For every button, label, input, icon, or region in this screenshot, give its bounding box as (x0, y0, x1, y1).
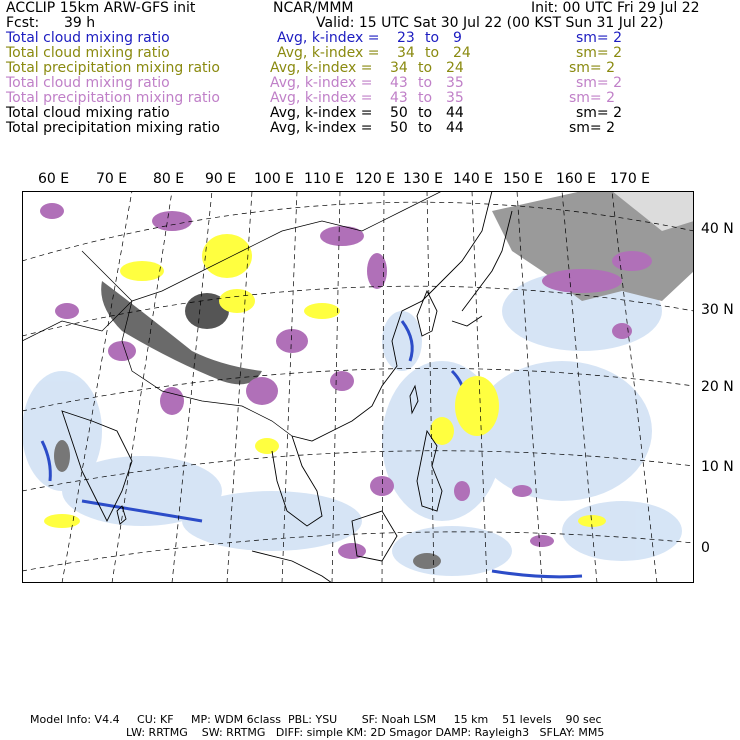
lon-label: 100 E (254, 171, 295, 187)
legend-to-separator: to (418, 60, 433, 76)
legend-k-from: 34 (397, 45, 415, 61)
legend-smoothing: sm= 2 (576, 45, 623, 61)
legend-k-from: 23 (397, 30, 415, 46)
lon-label: 160 E (556, 171, 597, 187)
legend-to-separator: to (418, 90, 433, 106)
legend-smoothing: sm= 2 (569, 120, 616, 136)
lon-label: 70 E (96, 171, 128, 187)
legend-avg-label: Avg, k-index = (270, 120, 373, 136)
lon-label: 150 E (503, 171, 544, 187)
valid-time: Valid: 15 UTC Sat 30 Jul 22 (00 KST Sun 31 Jul 22) (316, 15, 664, 31)
lon-label: 80 E (153, 171, 185, 187)
map-panel (22, 191, 694, 583)
lon-label: 60 E (38, 171, 70, 187)
forecast-label: Fcst: (6, 15, 40, 31)
lat-label: 30 N (701, 302, 734, 318)
legend-k-from: 43 (390, 75, 408, 91)
legend-k-to: 35 (446, 75, 464, 91)
model-info-line2: LW: RRTMG SW: RRTMG DIFF: simple KM: 2D Smagor DAMP: Rayleigh3 SFLAY: MM5 (126, 726, 605, 739)
lat-label: 0 (701, 540, 710, 556)
lat-label: 20 N (701, 379, 734, 395)
organization-label: NCAR/MMM (273, 0, 354, 16)
legend-avg-label: Avg, k-index = (277, 30, 380, 46)
legend-to-separator: to (425, 45, 440, 61)
legend-field-name: Total cloud mixing ratio (6, 105, 170, 121)
legend-to-separator: to (418, 75, 433, 91)
legend-field-name: Total cloud mixing ratio (6, 45, 170, 61)
lon-label: 120 E (355, 171, 396, 187)
lon-label: 110 E (304, 171, 345, 187)
model-info-line1: Model Info: V4.4 CU: KF MP: WDM 6class PBL: YSU SF: Noah LSM 15 km 51 levels 90 sec (30, 713, 602, 726)
legend-k-to: 35 (446, 90, 464, 106)
legend-field-name: Total cloud mixing ratio (6, 75, 170, 91)
legend-k-from: 50 (390, 120, 408, 136)
legend-to-separator: to (418, 105, 433, 121)
lat-label: 10 N (701, 459, 734, 475)
legend-avg-label: Avg, k-index = (270, 60, 373, 76)
legend-k-from: 34 (390, 60, 408, 76)
forecast-hours: 39 h (64, 15, 96, 31)
legend-to-separator: to (425, 30, 440, 46)
legend-k-from: 50 (390, 105, 408, 121)
legend-smoothing: sm= 2 (576, 105, 623, 121)
lon-label: 170 E (610, 171, 651, 187)
legend-to-separator: to (418, 120, 433, 136)
lat-label: 40 N (701, 221, 734, 237)
plot-title: ACCLIP 15km ARW-GFS init (6, 0, 196, 16)
legend-avg-label: Avg, k-index = (270, 75, 373, 91)
legend-field-name: Total precipitation mixing ratio (6, 60, 220, 76)
legend-k-to: 24 (446, 60, 464, 76)
legend-field-name: Total precipitation mixing ratio (6, 120, 220, 136)
legend-avg-label: Avg, k-index = (270, 90, 373, 106)
legend-k-from: 43 (390, 90, 408, 106)
legend-smoothing: sm= 2 (569, 90, 616, 106)
legend-smoothing: sm= 2 (569, 60, 616, 76)
legend-k-to: 44 (446, 120, 464, 136)
legend-k-to: 9 (453, 30, 462, 46)
legend-smoothing: sm= 2 (576, 30, 623, 46)
lon-label: 90 E (205, 171, 237, 187)
legend-avg-label: Avg, k-index = (270, 105, 373, 121)
legend-smoothing: sm= 2 (576, 75, 623, 91)
legend-k-to: 24 (453, 45, 471, 61)
lon-label: 130 E (403, 171, 444, 187)
lon-label: 140 E (453, 171, 494, 187)
legend-avg-label: Avg, k-index = (277, 45, 380, 61)
legend-field-name: Total cloud mixing ratio (6, 30, 170, 46)
init-time: Init: 00 UTC Fri 29 Jul 22 (531, 0, 700, 16)
legend-k-to: 44 (446, 105, 464, 121)
legend-field-name: Total precipitation mixing ratio (6, 90, 220, 106)
